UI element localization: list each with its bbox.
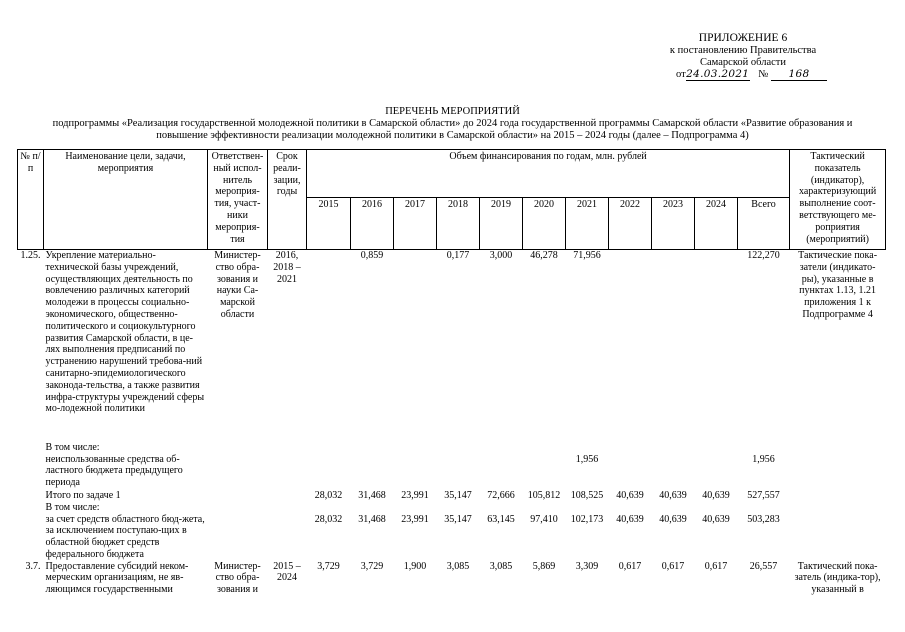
header-year: 2024 bbox=[695, 198, 738, 250]
row-value: 3,000 bbox=[489, 250, 513, 261]
row-total bbox=[738, 442, 790, 454]
row-number bbox=[18, 454, 44, 490]
activities-table bbox=[17, 149, 886, 601]
document-subtitle-line2: повышение эффективности реализации молодежной политики в Самарской области» на 2015 – 2024 годы (далее – Подпрограмма 4) bbox=[156, 130, 749, 141]
appendix-date-line bbox=[676, 68, 827, 81]
row-indicator bbox=[790, 490, 886, 502]
row-value bbox=[394, 442, 437, 454]
row-value: 0,617 bbox=[704, 560, 728, 572]
header-year: 2019 bbox=[480, 198, 523, 250]
row-term bbox=[268, 490, 307, 502]
row-indicator: Тактические пока-затели (индикато-ры), указанные в пунктах 1.13, 1.21 приложения 1 к Подпрограмме 4 bbox=[798, 250, 878, 320]
row-name: Предоставление субсидий неком-мерческим организациям, не яв-ляющимся государственными bbox=[45, 560, 189, 596]
row-number bbox=[18, 442, 44, 454]
appendix-title: ПРИЛОЖЕНИЕ 6 bbox=[698, 32, 788, 44]
row-responsible bbox=[208, 514, 268, 561]
row-value bbox=[652, 250, 695, 442]
row-value: 46,278 bbox=[530, 250, 558, 261]
row-value bbox=[480, 502, 523, 514]
row-value: 40,639 bbox=[702, 489, 730, 501]
row-value: 1,956 bbox=[575, 453, 599, 465]
row-value bbox=[652, 442, 695, 454]
row-value: 0,617 bbox=[661, 560, 685, 572]
table-row bbox=[18, 514, 886, 561]
header-indicator: Тактический показатель (индикатор), характеризующий выполнение соот-ветствующего ме-роприятия (мероприятий) bbox=[790, 150, 886, 250]
row-value bbox=[695, 442, 738, 454]
row-value bbox=[394, 502, 437, 514]
row-value bbox=[437, 442, 480, 454]
row-name: Укрепление материально-технической базы учреждений, осуществляющих деятельность по вовлечению различных категорий молодежи в процессы социально-экономического, общественно-политического и социокультурного развития Самарской области, в це-лях выполнения предписаний по устранению нарушений требова-ний санитарно-эпидемиологического законода-тельства, а также развития инфра-структуры учреждений сферы мо-лодежной политики bbox=[45, 250, 205, 415]
row-value bbox=[652, 454, 695, 490]
row-value bbox=[307, 442, 351, 454]
row-value: 3,085 bbox=[446, 560, 470, 572]
header-finance: Объем финансирования по годам, млн. рублей bbox=[307, 150, 790, 198]
table-row bbox=[18, 250, 886, 442]
row-term bbox=[268, 454, 307, 490]
row-value bbox=[523, 502, 566, 514]
header-year: 2015 bbox=[307, 198, 351, 250]
appendix-date: 24.03.2021 bbox=[686, 68, 750, 80]
header-year: 2016 bbox=[351, 198, 394, 250]
row-value bbox=[695, 454, 738, 490]
row-value: 63,145 bbox=[487, 513, 515, 525]
row-value: 40,639 bbox=[659, 489, 687, 501]
row-value: 40,639 bbox=[616, 513, 644, 525]
row-indicator bbox=[790, 442, 886, 454]
row-number bbox=[18, 514, 44, 561]
header-term: Срок реали-зации, годы bbox=[268, 150, 307, 250]
row-value: 105,812 bbox=[527, 489, 561, 501]
header-total: Всего bbox=[738, 198, 790, 250]
header-year: 2021 bbox=[566, 198, 609, 250]
row-value: 3,729 bbox=[317, 560, 340, 572]
row-value: 3,729 bbox=[360, 560, 384, 572]
row-value bbox=[480, 442, 523, 454]
row-value bbox=[609, 250, 652, 442]
row-value: 3,309 bbox=[575, 560, 599, 572]
row-indicator bbox=[790, 502, 886, 514]
row-number: 1.25. bbox=[20, 250, 41, 261]
row-value: 108,525 bbox=[570, 489, 604, 501]
row-value bbox=[437, 454, 480, 490]
row-value: 40,639 bbox=[616, 489, 644, 501]
row-responsible bbox=[208, 490, 268, 502]
header-year: 2020 bbox=[523, 198, 566, 250]
row-value: 0,177 bbox=[446, 250, 470, 261]
row-value bbox=[609, 454, 652, 490]
row-value: 31,468 bbox=[358, 489, 386, 501]
row-number: 3.7. bbox=[25, 560, 41, 572]
table-row bbox=[18, 442, 886, 454]
row-indicator bbox=[790, 454, 886, 490]
row-value bbox=[695, 502, 738, 514]
row-value bbox=[437, 502, 480, 514]
row-responsible bbox=[208, 502, 268, 514]
row-value bbox=[394, 250, 437, 442]
appendix-line1: к постановлению Правительства bbox=[669, 44, 817, 56]
table-row bbox=[18, 490, 886, 502]
row-total: 26,557 bbox=[749, 560, 778, 572]
row-value: 35,147 bbox=[444, 513, 472, 525]
row-value bbox=[307, 454, 351, 490]
row-value: 1,900 bbox=[403, 560, 427, 572]
row-responsible bbox=[208, 442, 268, 454]
row-value: 102,173 bbox=[570, 513, 604, 525]
table-row bbox=[18, 561, 886, 601]
row-responsible bbox=[208, 454, 268, 490]
row-responsible: Министер-ство обра-зования и науки Са-марской области bbox=[214, 250, 261, 320]
row-value bbox=[652, 502, 695, 514]
row-name: В том числе: bbox=[45, 501, 100, 513]
row-name: Итого по задаче 1 bbox=[45, 489, 121, 501]
row-indicator bbox=[790, 514, 886, 561]
document-subtitle-line1: подпрограммы «Реализация государственной молодежной политики в Самарской области» до 2024 года государственной программы Самарской области «Развитие образования и bbox=[52, 118, 853, 129]
row-value: 0,859 bbox=[360, 250, 384, 261]
row-total: 527,557 bbox=[747, 489, 780, 501]
row-responsible: Министер-ство обра-зования и bbox=[214, 560, 261, 596]
header-year: 2023 bbox=[652, 198, 695, 250]
appendix-line2: Самарской области bbox=[700, 57, 786, 68]
row-value: 40,639 bbox=[659, 513, 687, 525]
row-value bbox=[695, 250, 738, 442]
row-number bbox=[18, 502, 44, 514]
row-value: 3,085 bbox=[489, 560, 513, 572]
row-value bbox=[307, 250, 351, 442]
row-value: 28,032 bbox=[314, 489, 343, 501]
row-name: неиспользованные средства об-ластного бюджета предыдущего периода bbox=[45, 453, 183, 489]
appendix-block bbox=[663, 32, 823, 70]
row-value bbox=[566, 442, 609, 454]
header-num: № п/п bbox=[18, 150, 44, 250]
header-year: 2022 bbox=[609, 198, 652, 250]
row-value: 5,869 bbox=[532, 560, 556, 572]
row-value bbox=[480, 454, 523, 490]
row-total: 503,283 bbox=[747, 513, 780, 525]
row-term bbox=[268, 442, 307, 454]
header-name: Наименование цели, задачи, мероприятия bbox=[44, 150, 208, 250]
row-value bbox=[351, 454, 394, 490]
row-value: 72,666 bbox=[487, 489, 515, 501]
row-value bbox=[566, 502, 609, 514]
header-responsible: Ответствен-ный испол-нитель мероприя-тия, участ-ники мероприя-тия bbox=[208, 150, 268, 250]
table-row bbox=[18, 454, 886, 490]
row-term bbox=[268, 502, 307, 514]
appendix-number: 168 bbox=[771, 68, 827, 81]
row-total: 122,270 bbox=[747, 250, 780, 261]
num-prefix: № bbox=[758, 69, 769, 80]
row-value bbox=[351, 502, 394, 514]
row-value: 23,991 bbox=[401, 489, 429, 501]
header-year: 2018 bbox=[437, 198, 480, 250]
row-value bbox=[609, 442, 652, 454]
date-prefix: от bbox=[676, 69, 686, 80]
document-title: ПЕРЕЧЕНЬ МЕРОПРИЯТИЙ bbox=[385, 106, 520, 117]
row-value: 31,468 bbox=[358, 513, 386, 525]
header-year: 2017 bbox=[394, 198, 437, 250]
row-value: 35,147 bbox=[444, 489, 472, 501]
row-term: 2015 – 2024 bbox=[273, 560, 301, 584]
row-number bbox=[18, 490, 44, 502]
row-value: 23,991 bbox=[401, 513, 429, 525]
row-value: 97,410 bbox=[530, 513, 558, 525]
row-value bbox=[523, 454, 566, 490]
row-indicator: Тактический пока-затель (индика-тор), указанный в bbox=[794, 560, 881, 596]
row-value bbox=[394, 454, 437, 490]
row-value bbox=[523, 442, 566, 454]
row-value: 0,617 bbox=[618, 560, 642, 572]
row-name: В том числе: bbox=[45, 441, 100, 453]
row-term: 2016, 2018 – 2021 bbox=[273, 250, 301, 285]
row-value bbox=[351, 442, 394, 454]
row-total: 1,956 bbox=[752, 453, 775, 465]
row-total bbox=[738, 502, 790, 514]
table-row bbox=[18, 502, 886, 514]
row-value: 71,956 bbox=[573, 250, 601, 261]
row-value bbox=[609, 502, 652, 514]
row-value: 40,639 bbox=[702, 513, 730, 525]
row-value: 28,032 bbox=[314, 513, 343, 525]
row-value bbox=[307, 502, 351, 514]
row-term bbox=[268, 514, 307, 561]
row-name: за счет средств областного бюд-жета, за исключением поступаю-щих в областной бюджет средств федерального бюджета bbox=[45, 513, 205, 560]
